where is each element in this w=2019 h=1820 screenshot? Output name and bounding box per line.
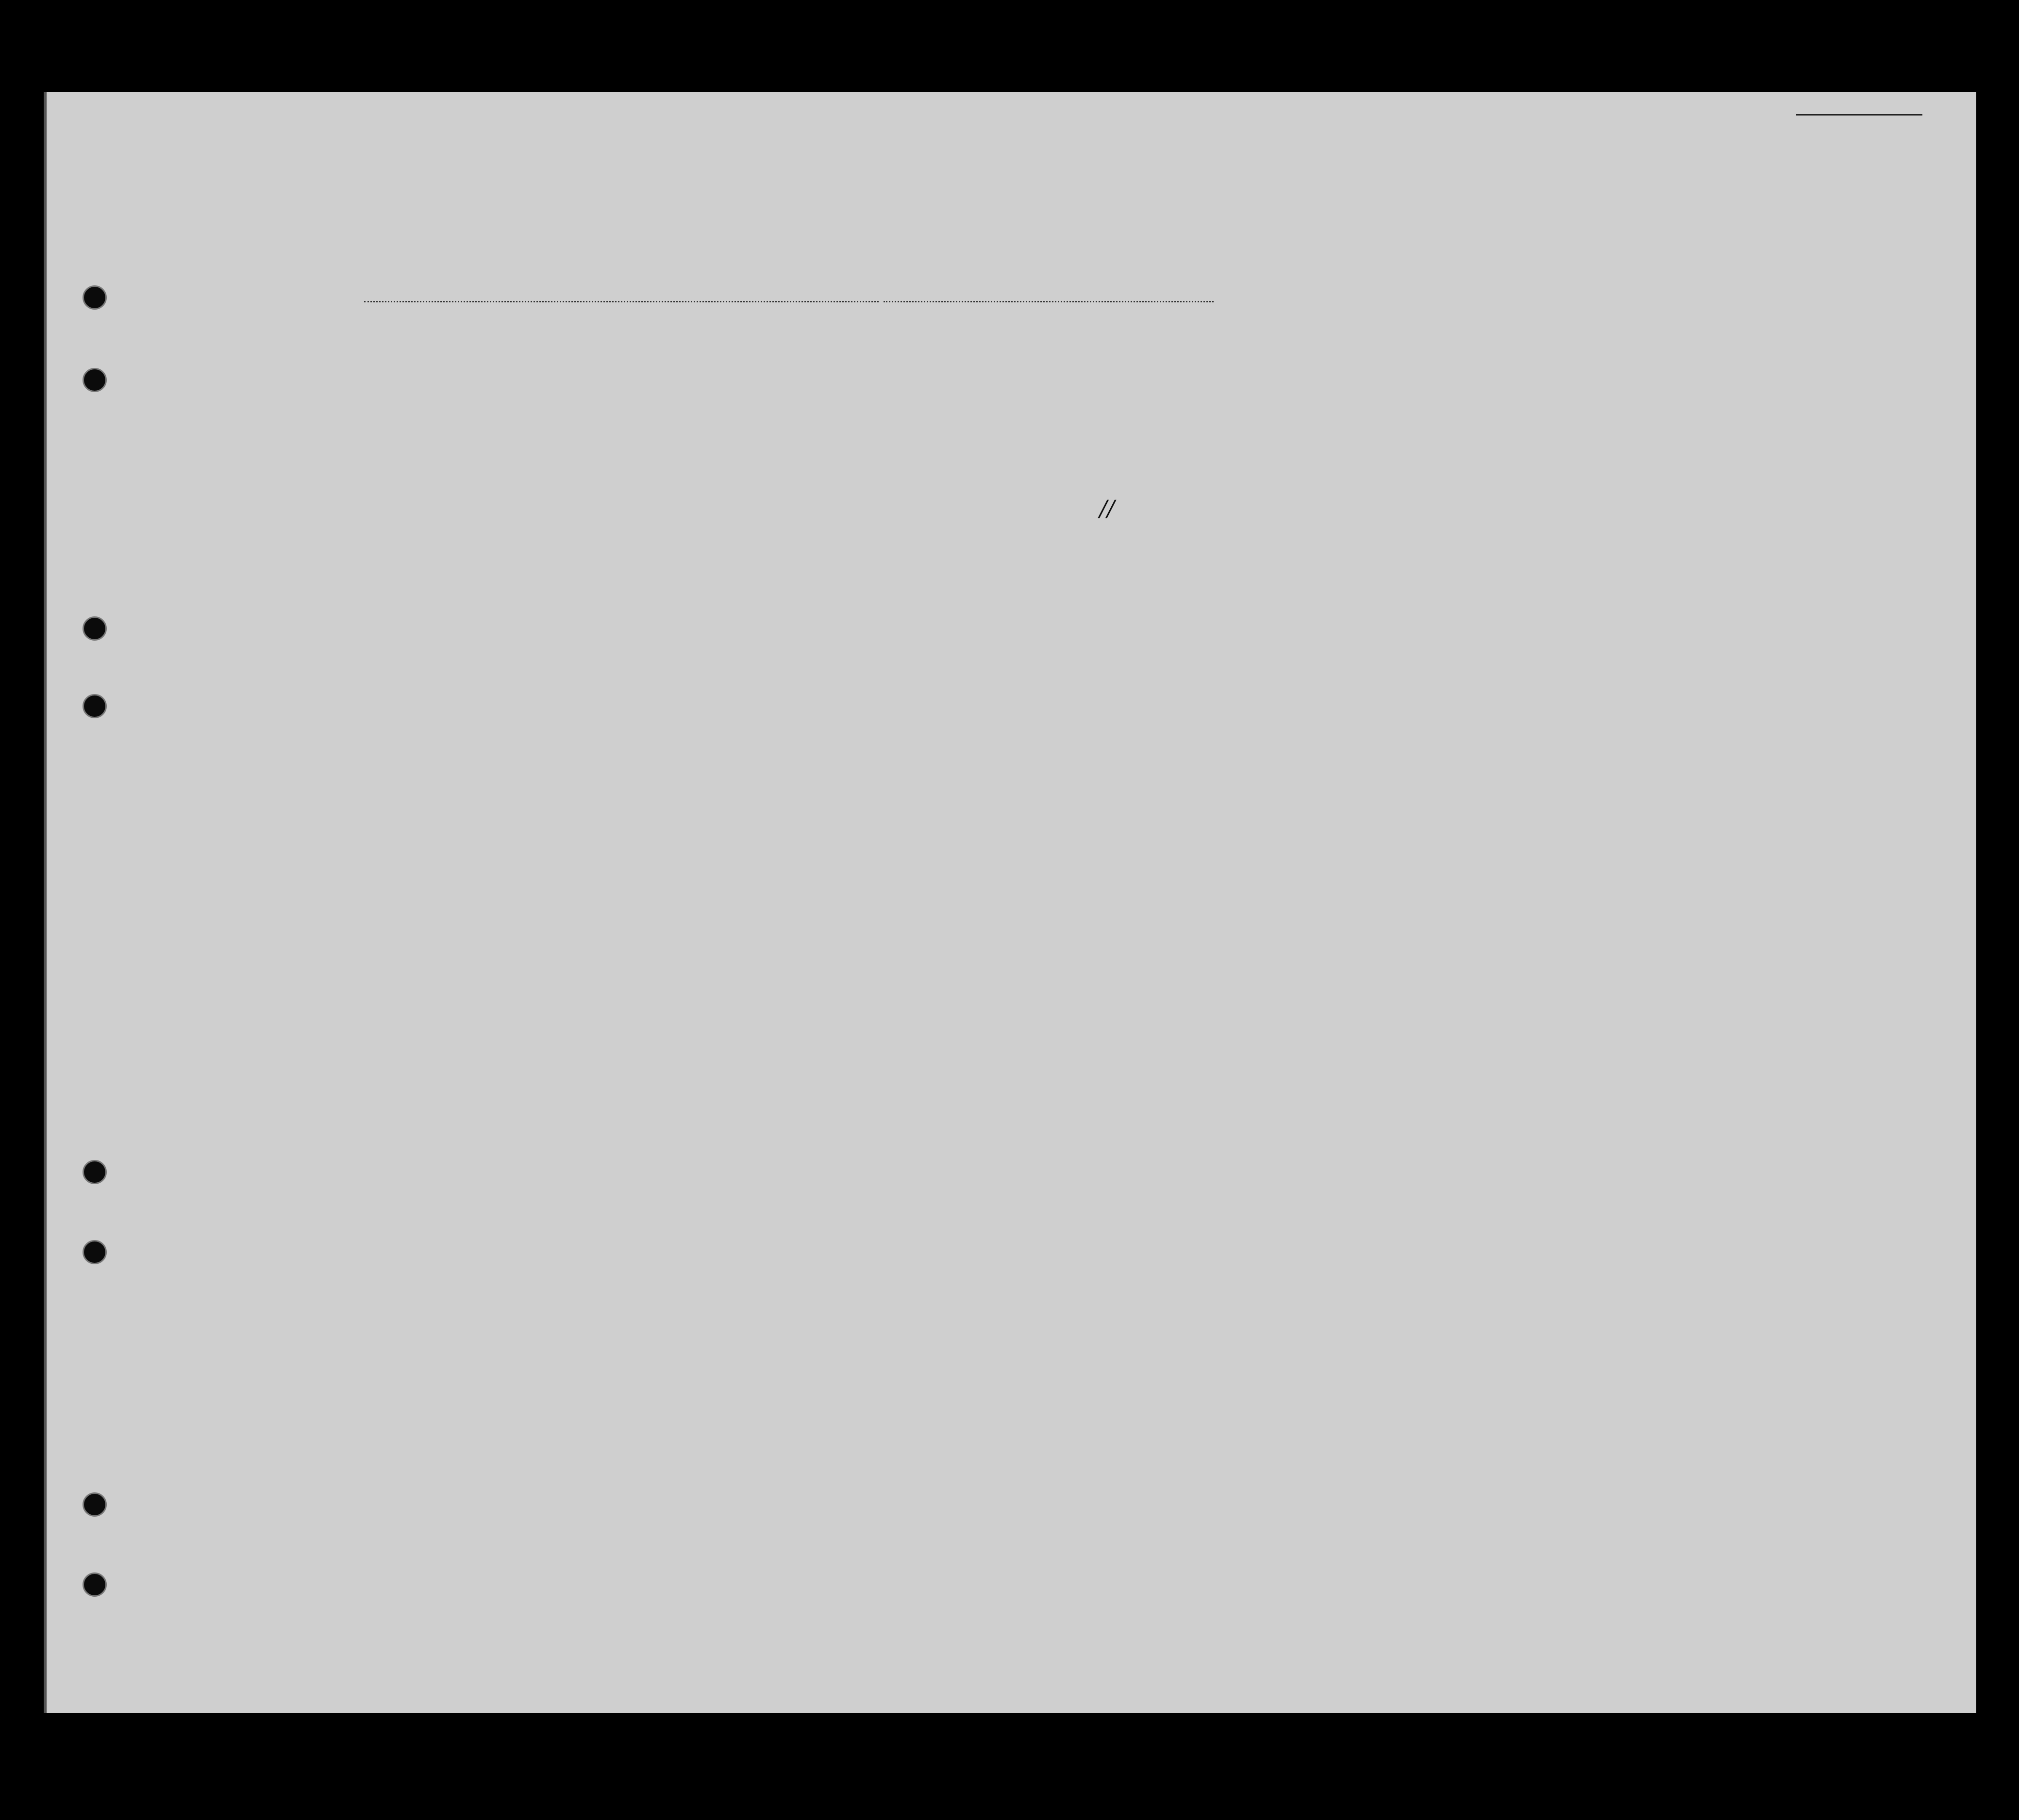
handwritten-mark: // <box>1100 495 1115 521</box>
